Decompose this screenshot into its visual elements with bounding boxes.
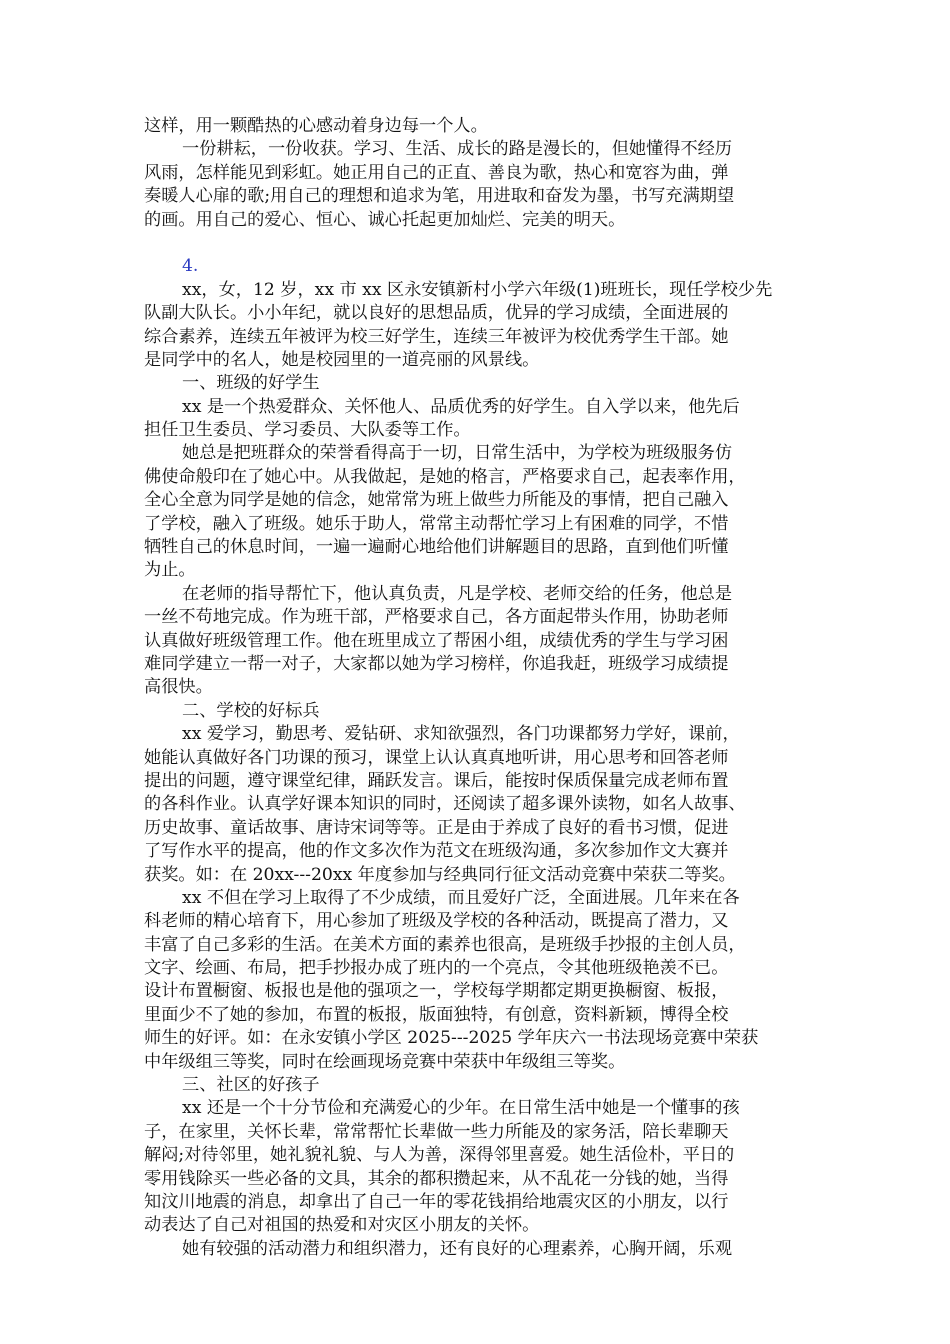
text-line: 风雨，怎样能见到彩虹。她正用自己的正直、善良为歌，热心和宽容为曲，弹 [144, 162, 729, 183]
text-line: 了学校，融入了班级。她乐于助人，常常主动帮忙学习上有困难的同学，不惜 [144, 513, 729, 534]
text-line: 她能认真做好各门功课的预习，课堂上认认真真地听讲，用心思考和回答老师 [144, 747, 729, 768]
text-line: 科老师的精心培育下，用心参加了班级及学校的各种活动，既提高了潜力，又 [144, 911, 729, 932]
text-line: 她有较强的活动潜力和组织潜力，还有良好的心理素养，心胸开阔，乐观 [182, 1238, 733, 1259]
text-line: 难同学建立一帮一对子，大家都以她为学习榜样，你追我赶，班级学习成绩提 [144, 653, 729, 674]
text-line: 知汶川地震的消息，却拿出了自己一年的零花钱捐给地震灾区的小朋友，以行 [144, 1191, 729, 1212]
text-line: 解闷;对待邻里，她礼貌礼貌、与人为善，深得邻里喜爱。她生活俭朴，平日的 [144, 1145, 735, 1166]
paragraph-gap [144, 232, 806, 255]
text-line: 了写作水平的提高，他的作文多次作为范文在班级沟通，多次参加作文大赛并 [144, 841, 729, 862]
text-line: 综合素养，连续五年被评为校三好学生，连续三年被评为校优秀学生干部。她 [144, 326, 729, 347]
text-line: 丰富了自己多彩的生活。在美术方面的素养也很高，是班级手抄报的主创人员， [144, 934, 746, 955]
text-line: 牺牲自己的休息时间，一遍一遍耐心地给他们讲解题目的思路，直到他们听懂 [144, 537, 729, 558]
text-line: 子，在家里，关怀长辈，常常帮忙长辈做一些力所能及的家务活，陪长辈聊天 [144, 1121, 729, 1142]
text-line: 是同学中的名人，她是校园里的一道亮丽的风景线。 [144, 349, 540, 370]
text-line: 一份耕耘，一份收获。学习、生活、成长的路是漫长的，但她懂得不经历 [182, 139, 733, 160]
text-line: 认真做好班级管理工作。他在班里成立了帮困小组，成绩优秀的学生与学习困 [144, 630, 729, 651]
text-line: 队副大队长。小小年纪，就以良好的思想品质，优异的学习成绩，全面进展的 [144, 303, 729, 324]
text-line: xx 不但在学习上取得了不少成绩，而且爱好广泛，全面进展。几年来在各 [182, 887, 740, 908]
document-page [144, 115, 806, 1261]
text-line: 师生的好评。如：在永安镇小学区 2025---2025 学年庆六一书法现场竞赛中荣获 [144, 1028, 759, 1049]
text-line: 三、社区的好孩子 [182, 1075, 320, 1096]
document-text-block-1 [144, 115, 806, 232]
text-line: 这样，用一颗酷热的心感动着身边每一个人。 [144, 116, 488, 136]
text-line: xx，女，12 岁，xx 市 xx 区永安镇新村小学六年级(1)班班长，现任学校少先 [182, 279, 773, 300]
text-line: 的各科作业。认真学好课本知识的同时，还阅读了超多课外读物，如名人故事、 [144, 794, 746, 815]
text-line: 获奖。如：在 20xx---20xx 年度参加与经典同行征文活动竞赛中荣获二等奖。 [144, 864, 736, 885]
text-line: 零用钱除买一些必备的文具，其余的都积攒起来，从不乱花一分钱的她，当得 [144, 1168, 729, 1189]
text-line: 动表达了自己对祖国的热爱和对灾区小朋友的关怀。 [144, 1215, 540, 1236]
text-line: 全心全意为同学是她的信念，她常常为班上做些力所能及的事情，把自己融入 [144, 490, 729, 511]
text-line: 佛使命般印在了她心中。从我做起，是她的格言，严格要求自己，起表率作用， [144, 466, 746, 487]
text-line: xx 是一个热爱群众、关怀他人、品质优秀的好学生。自入学以来，他先后 [182, 396, 740, 417]
text-line: 里面少不了她的参加，布置的板报，版面独特，有创意，资料新颖，博得全校 [144, 1004, 729, 1025]
text-line: 在老师的指导帮忙下，他认真负责，凡是学校、老师交给的任务，他总是 [182, 583, 733, 604]
section-number: 4. [182, 256, 199, 277]
text-line: 的画。用自己的爱心、恒心、诚心托起更加灿烂、完美的明天。 [144, 209, 626, 230]
text-line: 历史故事、童话故事、唐诗宋词等等。正是由于养成了良好的看书习惯，促进 [144, 817, 729, 838]
text-line: 她总是把班群众的荣誉看得高于一切，日常生活中，为学校为班级服务仿 [182, 443, 733, 464]
text-line: 一、班级的好学生 [182, 373, 320, 394]
text-line: 奏暖人心扉的歌;用自己的理想和追求为笔，用进取和奋发为墨，书写充满期望 [144, 186, 735, 207]
document-text-block-2 [144, 279, 806, 1261]
text-line: 高很快。 [144, 677, 213, 698]
text-line: 提出的问题，遵守课堂纪律，踊跃发言。课后，能按时保质保量完成老师布置 [144, 770, 729, 791]
text-line: 中年级组三等奖，同时在绘画现场竞赛中荣获中年级组三等奖。 [144, 1051, 626, 1072]
text-line: xx 还是一个十分节俭和充满爱心的少年。在日常生活中她是一个懂事的孩 [182, 1098, 740, 1119]
text-line: 设计布置橱窗、板报也是他的强项之一，学校每学期都定期更换橱窗、板报， [144, 981, 729, 1002]
text-line: xx 爱学习，勤思考、爱钻研、求知欲强烈，各门功课都努力学好，课前， [182, 724, 740, 745]
text-line: 二、学校的好标兵 [182, 700, 320, 721]
text-line: 文字、绘画、布局，把手抄报办成了班内的一个亮点，令其他班级艳羡不已。 [144, 958, 729, 979]
text-line: 担任卫生委员、学习委员、大队委等工作。 [144, 420, 471, 441]
text-line: 为止。 [144, 560, 196, 581]
text-line: 一丝不苟地完成。作为班干部，严格要求自己，各方面起带头作用，协助老师 [144, 607, 729, 628]
